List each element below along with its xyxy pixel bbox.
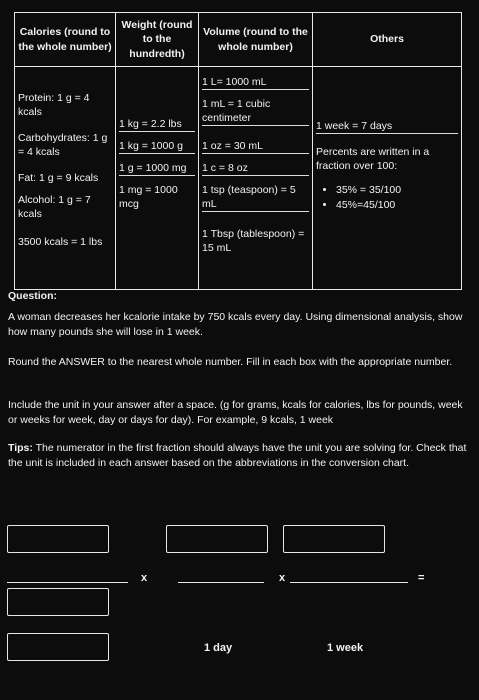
others-percent-list	[316, 183, 458, 212]
calories-pound: 3500 kcals = 1 lbs	[18, 236, 103, 248]
weight-kg-g: 1 kg = 1000 g	[119, 139, 195, 154]
others-cell	[313, 67, 462, 290]
others-week: 1 week = 7 days	[316, 119, 458, 134]
equals-sign: =	[418, 572, 425, 584]
volume-ml-cc: 1 mL = 1 cubic centimeter	[202, 97, 309, 126]
calories-alcohol: Alcohol: 1 g = 7 kcals	[18, 194, 91, 221]
header-weight: Weight (round to the hundredth)	[116, 13, 199, 67]
volume-tsp-ml: 1 tsp (teaspoon) = 5 mL	[202, 183, 309, 212]
denominator-2-label: 1 day	[204, 642, 233, 654]
unit-instruction: Include the unit in your answer after a space. (g for grams, kcals for calories, lbs for pounds, week or weeks for week, day or days for day). For example, 9 kcals, 1 week	[8, 399, 463, 427]
tips-text: The numerator in the first fraction should always have the unit you are solving for. Check that the unit is included in each answer based on the abbreviations in the conversion chart.	[8, 442, 467, 470]
header-calories: Calories (round to the whole number)	[15, 13, 116, 67]
multiply-sign-2: x	[279, 572, 286, 584]
calories-carbohydrates: Carbohydrates: 1 g = 4 kcals	[18, 132, 108, 159]
others-bullet-1: • 35% = 35/100	[336, 183, 458, 198]
fraction-bar-3	[290, 582, 408, 583]
weight-kg-lbs: 1 kg = 2.2 lbs	[119, 117, 195, 132]
tips	[8, 441, 470, 471]
conversion-chart	[14, 12, 462, 290]
question-heading: Question:	[8, 290, 57, 302]
weight-cell	[116, 67, 199, 290]
denominator-1-input[interactable]	[7, 588, 109, 616]
calories-fat: Fat: 1 g = 9 kcals	[18, 172, 99, 184]
question-text: A woman decreases her kcalorie intake by 750 kcals every day. Using dimensional analysis, show how many pounds she will lose in 1 week.	[8, 311, 463, 339]
calories-protein: Protein: 1 g = 4 kcals	[18, 92, 90, 119]
numerator-2-input[interactable]	[166, 525, 268, 553]
fraction-bar-2	[178, 582, 264, 583]
tips-label: Tips:	[8, 442, 33, 454]
volume-oz-ml: 1 oz = 30 mL	[202, 139, 309, 154]
volume-tbsp-ml: 1 Tbsp (tablespoon) = 15 mL	[202, 228, 305, 255]
others-bullet-2: • 45%=45/100	[336, 198, 458, 213]
volume-c-oz: 1 c = 8 oz	[202, 161, 309, 176]
multiply-sign-1: x	[141, 572, 148, 584]
fraction-bar-1	[7, 582, 128, 583]
numerator-1-input[interactable]	[7, 525, 109, 553]
others-percent-note: Percents are written in a fraction over 100:	[316, 146, 430, 173]
weight-mg-mcg: 1 mg = 1000 mcg	[119, 184, 178, 211]
header-volume: Volume (round to the whole number)	[199, 13, 313, 67]
header-others: Others	[313, 13, 462, 67]
volume-cell	[199, 67, 313, 290]
rounding-instruction: Round the ANSWER to the nearest whole number. Fill in each box with the appropriate number.	[8, 356, 453, 368]
answer-input[interactable]	[7, 633, 109, 661]
volume-l-ml: 1 L= 1000 mL	[202, 75, 309, 90]
calories-cell	[15, 67, 116, 290]
weight-g-mg: 1 g = 1000 mg	[119, 161, 195, 176]
denominator-3-label: 1 week	[327, 642, 364, 654]
numerator-3-input[interactable]	[283, 525, 385, 553]
